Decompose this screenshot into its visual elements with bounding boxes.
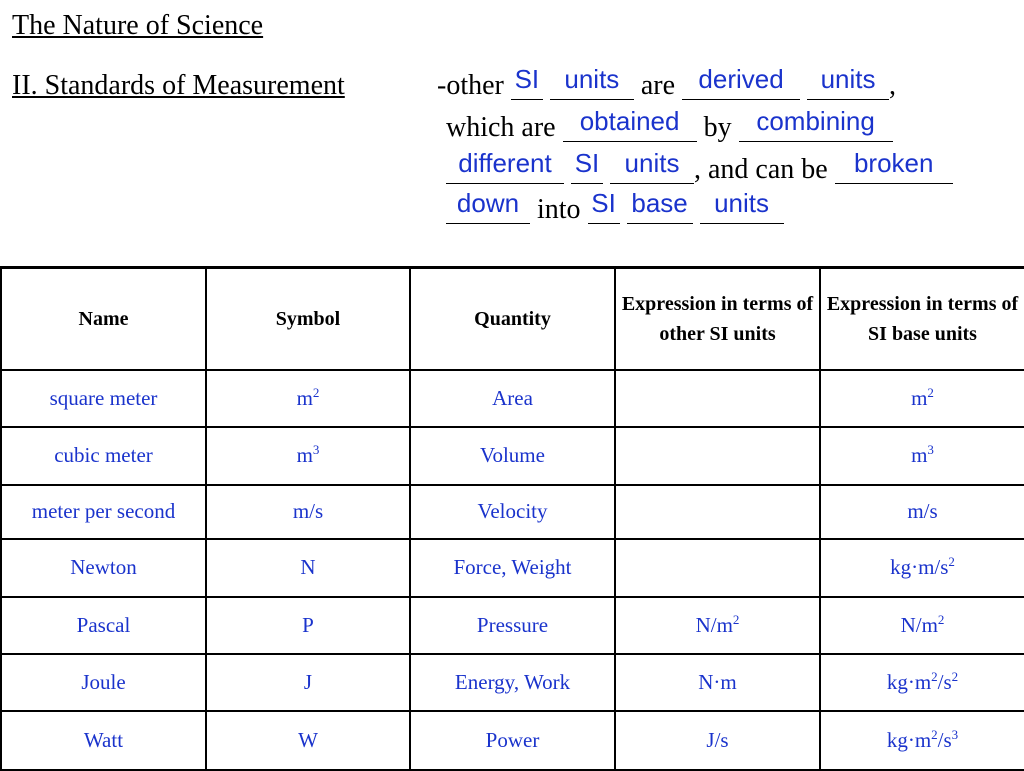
si-base-expression: $m^2$ xyxy=(820,370,1024,427)
unit-name: Joule xyxy=(1,654,206,711)
answer-text: SI xyxy=(591,188,616,218)
notes-text: , xyxy=(889,70,897,101)
table-header-row xyxy=(1,268,1024,370)
answer-text: base xyxy=(631,188,688,218)
si-base-expression: $m^3$ xyxy=(820,427,1024,485)
blank-field xyxy=(739,106,893,144)
table-row xyxy=(1,711,1024,770)
unit-quantity: Velocity xyxy=(410,485,615,539)
si-base-expression: $kg\cdot m^2/s^3$ xyxy=(820,711,1024,770)
blank-field xyxy=(563,106,697,144)
notes-text: , and can be xyxy=(694,154,828,185)
answer-text: derived xyxy=(698,64,784,94)
header-other-si-expression: Expression in terms of other SI units xyxy=(615,268,820,370)
blank-field xyxy=(807,64,889,102)
blank-field xyxy=(550,64,634,102)
unit-quantity: Energy, Work xyxy=(410,654,615,711)
unit-name: Pascal xyxy=(1,597,206,654)
unit-symbol: J xyxy=(206,654,410,711)
answer-text: units xyxy=(714,188,770,218)
si-base-expression: $N/m^2$ xyxy=(820,597,1024,654)
answer-text: down xyxy=(456,188,520,218)
blank-field xyxy=(682,64,800,102)
table-row xyxy=(1,539,1024,597)
si-units-table xyxy=(0,266,1024,771)
notes-line-1 xyxy=(437,64,897,102)
header-name: Name xyxy=(1,268,206,370)
blank-field xyxy=(588,188,620,226)
notes-text: are xyxy=(640,70,676,101)
table-row xyxy=(1,654,1024,711)
section-heading: II. Standards of Measurement xyxy=(12,70,345,101)
notes-text: -other xyxy=(437,70,504,101)
table-row xyxy=(1,597,1024,654)
unit-quantity: Volume xyxy=(410,427,615,485)
si-base-expression: $kg\cdot m^2/s^2$ xyxy=(820,654,1024,711)
notes-line-3 xyxy=(446,148,953,186)
notes-text: which are xyxy=(446,112,556,143)
unit-name: Watt xyxy=(1,711,206,770)
other-si-expression xyxy=(615,539,820,597)
unit-symbol: W xyxy=(206,711,410,770)
unit-symbol: $m^2$ xyxy=(206,370,410,427)
header-symbol: Symbol xyxy=(206,268,410,370)
table-row xyxy=(1,485,1024,539)
notes-line-2 xyxy=(446,106,893,144)
other-si-expression: N·m xyxy=(615,654,820,711)
other-si-expression xyxy=(615,370,820,427)
blank-field xyxy=(700,188,784,226)
notes-text: into xyxy=(537,194,581,225)
unit-symbol: m/s xyxy=(206,485,410,539)
other-si-expression: $N/m^2$ xyxy=(615,597,820,654)
blank-field xyxy=(610,148,694,186)
blank-field xyxy=(627,188,693,226)
table-row xyxy=(1,427,1024,485)
answer-text: units xyxy=(820,64,876,94)
unit-name: cubic meter xyxy=(1,427,206,485)
answer-text: SI xyxy=(574,148,600,178)
blank-field xyxy=(446,188,530,226)
answer-text: obtained xyxy=(579,106,680,136)
blank-field xyxy=(835,148,953,186)
unit-name: Newton xyxy=(1,539,206,597)
page-title: The Nature of Science xyxy=(12,10,264,41)
unit-name: square meter xyxy=(1,370,206,427)
unit-symbol: P xyxy=(206,597,410,654)
unit-quantity: Area xyxy=(410,370,615,427)
si-base-expression: m/s xyxy=(820,485,1024,539)
answer-text: different xyxy=(458,148,552,178)
blank-field xyxy=(571,148,603,186)
table-row xyxy=(1,370,1024,427)
blank-field xyxy=(511,64,543,102)
answer-text: SI xyxy=(514,64,540,94)
unit-quantity: Pressure xyxy=(410,597,615,654)
unit-quantity: Force, Weight xyxy=(410,539,615,597)
unit-symbol: N xyxy=(206,539,410,597)
answer-text: combining xyxy=(756,106,875,136)
notes-line-4 xyxy=(446,188,784,226)
unit-quantity: Power xyxy=(410,711,615,770)
unit-name: meter per second xyxy=(1,485,206,539)
answer-text: units xyxy=(564,64,620,94)
notes-text: by xyxy=(703,112,732,143)
answer-text: broken xyxy=(853,148,934,178)
blank-field xyxy=(446,148,564,186)
header-si-base-expression: Expression in terms of SI base units xyxy=(820,268,1024,370)
answer-text: units xyxy=(624,148,680,178)
header-quantity: Quantity xyxy=(410,268,615,370)
unit-symbol: $m^3$ xyxy=(206,427,410,485)
other-si-expression xyxy=(615,485,820,539)
other-si-expression xyxy=(615,427,820,485)
si-base-expression: $kg\cdot m/s^2$ xyxy=(820,539,1024,597)
other-si-expression: J/s xyxy=(615,711,820,770)
